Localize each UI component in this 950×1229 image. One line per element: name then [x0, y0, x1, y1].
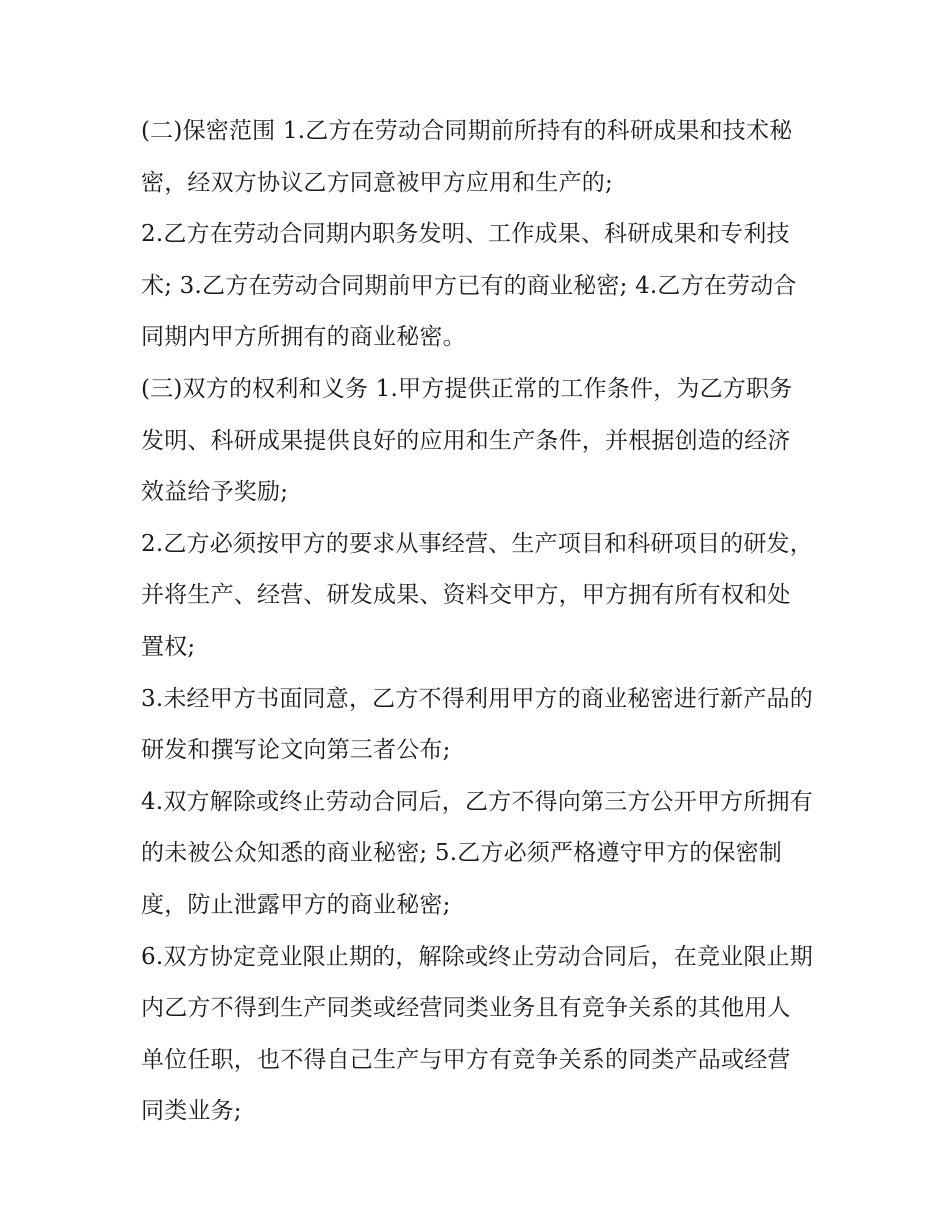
paragraph-scope-items: 2.乙方在劳动合同期内职务发明、工作成果、科研成果和专利技术; 3.乙方在劳动合同期前甲方已有的商业秘密; 4.乙方在劳动合同期内甲方所拥有的商业秘密。 — [141, 221, 797, 351]
paragraph-item-3: 3.未经甲方书面同意，乙方不得利用甲方的商业秘密进行新产品的研发和撰写论文向第三者公布; — [141, 685, 813, 764]
paragraph-item-6: 6.双方协定竞业限止期的，解除或终止劳动合同后，在竞业限止期内乙方不得到生产同类或经营同类业务且有竞争关系的其他用人单位任职，也不得自己生产与甲方有竞争关系的同类产品或经营同类业务; — [141, 943, 813, 1125]
document-body — [141, 106, 813, 1138]
paragraph-rights-obligations: (三)双方的权利和义务 1.甲方提供正常的工作条件，为乙方职务发明、科研成果提供良好的应用和生产条件，并根据创造的经济效益给予奖励; — [141, 375, 793, 506]
paragraph-item-2: 2.乙方必须按甲方的要求从事经营、生产项目和科研项目的研发，并将生产、经营、研发成果、资料交甲方，甲方拥有所有权和处置权; — [141, 530, 813, 660]
paragraph-item-4-5: 4.双方解除或终止劳动合同后，乙方不得向第三方公开甲方所拥有的未被公众知悉的商业秘密; 5.乙方必须严格遵守甲方的保密制度，防止泄露甲方的商业秘密; — [141, 788, 813, 918]
paragraph-confidentiality-scope: (二)保密范围 1.乙方在劳动合同期前所持有的科研成果和技术秘密，经双方协议乙方同意被甲方应用和生产的; — [141, 118, 793, 196]
